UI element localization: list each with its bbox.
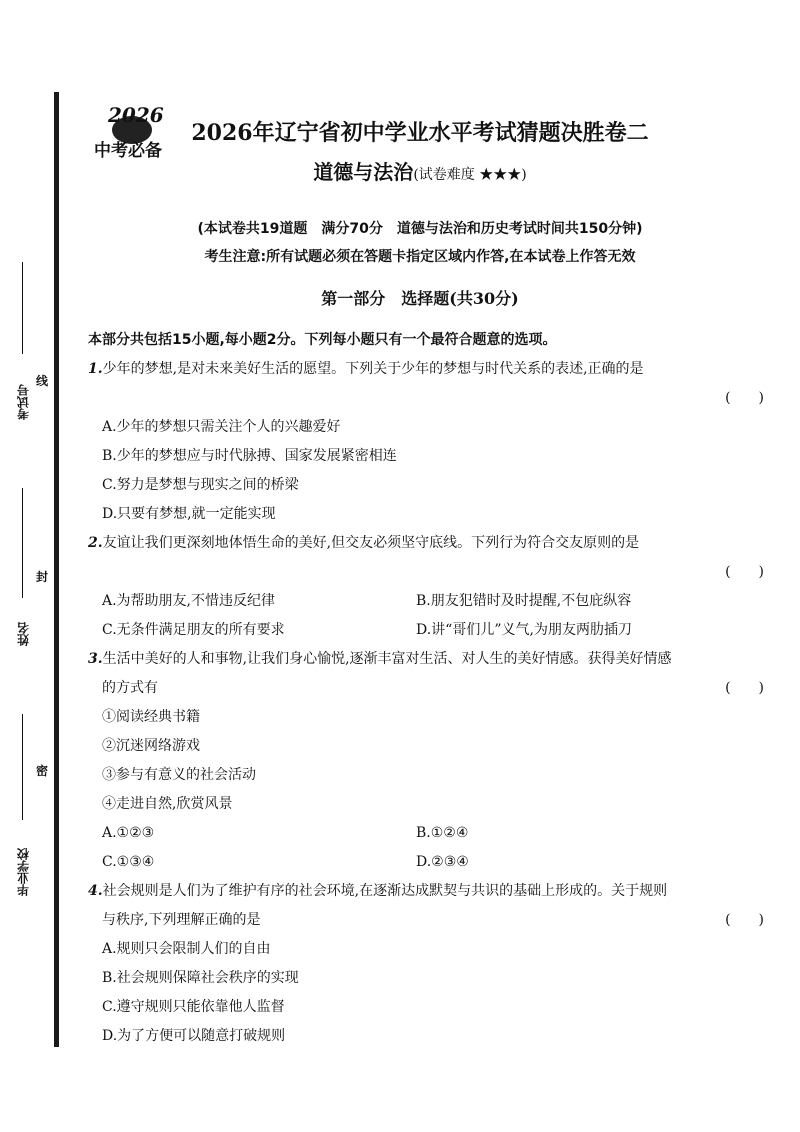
question-1-answer-bracket[interactable]: ( ) [725,390,764,406]
name-text: 姓名 [16,622,31,646]
cut-mark-line: 线 [36,374,49,388]
paper-title: 2026年辽宁省初中学业水平考试猜题决胜卷二 [191,120,649,146]
difficulty-rating: (试卷难度 ★★★) [413,167,527,183]
question-3-statement-2: ②沉迷网络游戏 [102,738,200,754]
school-text: 毕业学校 [16,848,31,896]
question-2-options-row-2 [88,616,778,645]
question-2-option-c[interactable]: C.无条件满足朋友的所有要求 [102,622,285,638]
exam-summary: (本试卷共19道题 满分70分 道德与法治和历史考试时间共150分钟) [197,221,643,237]
question-3-statement-3: ③参与有意义的社会活动 [102,767,256,783]
question-1-stem [88,355,778,384]
exam-notice: 考生注意:所有试题必须在答题卡指定区域内作答,在本试卷上作答无效 [204,249,636,265]
question-3-statement-4: ④走进自然,欣赏风景 [102,796,233,812]
question-2-option-d[interactable]: D.讲“哥们儿”义气,为朋友两肋插刀 [416,622,632,638]
name-label [10,606,36,646]
question-3-option-c[interactable]: C.①③④ [102,854,155,870]
subject-line [0,156,800,185]
question-2-stem [88,529,778,558]
question-4-answer-bracket[interactable]: ( ) [725,912,764,928]
section-title: 第一部分 选择题(共30分) [321,289,519,308]
question-2-number: 2. [88,535,103,551]
question-3-options-row-1 [88,819,778,848]
question-3-text-line2: 的方式有 [102,680,158,696]
question-3-options-row-2 [88,848,778,877]
question-3-text-line1: 生活中美好的人和事物,让我们身心愉悦,逐渐丰富对生活、对人生的美好情感。获得美好情感 [102,651,672,667]
question-4-text-line1: 社会规则是人们为了维护有序的社会环境,在逐渐达成默契与共识的基础上形成的。关于规则 [102,883,668,899]
question-list [88,326,778,1051]
question-2-options-row-1 [88,587,778,616]
question-1-option-a[interactable]: A.少年的梦想只需关注个人的兴趣爱好 [102,419,341,435]
logo-text: 中考必备 [94,141,162,161]
name-fill-line[interactable] [22,488,23,598]
question-1-option-b[interactable]: B.少年的梦想应与时代脉搏、国家发展紧密相连 [102,448,397,464]
question-4-stem [88,877,778,906]
question-4-option-c[interactable]: C.遵守规则只能依靠他人监督 [102,999,285,1015]
exam-number-text: 考试号 [16,384,31,420]
question-4-stem-line2-row [88,906,778,935]
question-4-number: 4. [88,883,103,899]
question-1-option-d[interactable]: D.只要有梦想,就一定能实现 [102,506,276,522]
question-3-statement-1: ①阅读经典书籍 [102,709,200,725]
question-3-stem-line2-row [88,674,778,703]
school-label [10,826,36,896]
question-1-number: 1. [88,361,103,377]
cut-mark-seal: 封 [36,570,49,584]
school-fill-line[interactable] [22,714,23,820]
exam-number-label [10,360,36,420]
question-3-option-b[interactable]: B.①②④ [416,825,469,841]
question-4-option-a[interactable]: A.规则只会限制人们的自由 [102,941,271,957]
question-3-answer-bracket[interactable]: ( ) [725,680,764,696]
question-3-option-d[interactable]: D.②③④ [416,854,469,870]
question-3-stem [88,645,778,674]
logo-year: 2026 [108,103,164,127]
question-4-option-b[interactable]: B.社会规则保障社会秩序的实现 [102,970,299,986]
cut-mark-secret: 密 [36,764,49,778]
question-2-text: 友谊让我们更深刻地体悟生命的美好,但交友必须坚守底线。下列行为符合交友原则的是 [102,535,640,551]
question-3-option-a[interactable]: A.①②③ [102,825,155,841]
question-1-option-c[interactable]: C.努力是梦想与现实之间的桥梁 [102,477,299,493]
question-1-text: 少年的梦想,是对未来美好生活的愿望。下列关于少年的梦想与时代关系的表述,正确的是 [102,361,644,377]
question-3-number: 3. [88,651,103,667]
question-4-text-line2: 与秩序,下列理解正确的是 [102,912,261,928]
question-2-answer-bracket[interactable]: ( ) [725,564,764,580]
question-2-option-a[interactable]: A.为帮助朋友,不惜违反纪律 [102,593,276,609]
question-2-option-b[interactable]: B.朋友犯错时及时提醒,不包庇纵容 [416,593,632,609]
subject-name: 道德与法治 [313,160,414,184]
section-instruction: 本部分共包括15小题,每小题2分。下列每小题只有一个最符合题意的选项。 [88,332,557,348]
question-4-option-d[interactable]: D.为了方便可以随意打破规则 [102,1028,286,1044]
